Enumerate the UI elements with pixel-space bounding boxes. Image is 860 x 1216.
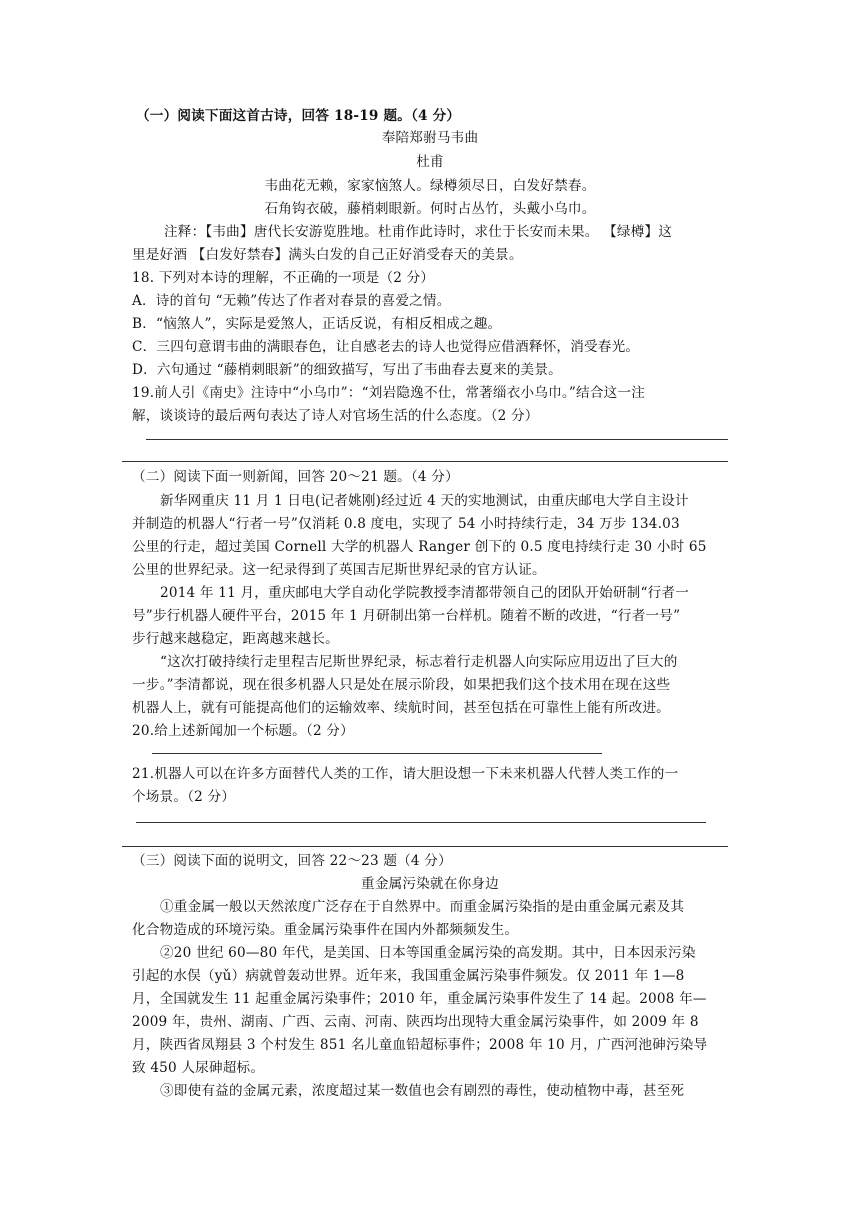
q21-line: 21.机器人可以在许多方面替代人类的工作，请大胆设想一下未来机器人代替人类工作的一 [132,766,679,782]
q20-stem: 20.给上述新闻加一个标题。（2 分） [132,723,354,739]
news-line: 公里的行走，超过美国 Cornell 大学的机器人 Ranger 创下的 0.5 度电持续行走 30 小时 65 [132,539,707,555]
q19-line: 解，谈谈诗的最后两句表达了诗人对官场生活的什么态度。（2 分） [132,408,539,424]
article-line: ②20 世纪 60—80 年代，是美国、日本等国重金属污染的高发期。其中，日本因汞污染 [160,945,696,961]
section2-heading: （二）阅读下面一则新闻，回答 20～21 题。（4 分） [132,469,459,485]
news-line: 2014 年 11 月，重庆邮电大学自动化学院教授李清都带领自己的团队开始研制“行者一 [160,585,689,601]
news-line: “这次打破持续行走里程吉尼斯世界纪录，标志着行走机器人向实际应用迈出了巨大的 [160,654,678,670]
article-title: 重金属污染就在你身边 [361,876,499,892]
article-line: 2009 年，贵州、湖南、广西、云南、河南、陕西均出现特大重金属污染事件，如 2009 年 8 [132,1014,699,1030]
article-line: ③即使有益的金属元素，浓度超过某一数值也会有剧烈的毒性，使动植物中毒，甚至死 [160,1083,685,1099]
section1-heading: （一）阅读下面这首古诗，回答 18-19 题。（4 分） [136,108,461,124]
poem-title: 奉陪郑驸马韦曲 [381,130,479,146]
note-line: 注释：【韦曲】唐代长安游览胜地。杜甫作此诗时，求仕于长安而未果。 【绿樽】这 [164,224,673,240]
article-line: ①重金属一般以天然浓度广泛存在于自然界中。而重金属污染指的是由重金属元素及其 [160,899,685,915]
section3-heading: （三）阅读下面的说明文，回答 22～23 题（4 分） [132,853,452,869]
article-line: 月，陕西省凤翔县 3 个村发生 851 名儿童血铅超标事件；2008 年 10 月，广西河池砷污染导 [132,1037,708,1053]
q18-stem: 18. 下列对本诗的理解，不正确的一项是（2 分） [132,270,435,286]
q18-option-c: C．三四句意谓韦曲的满眼春色，让自感老去的诗人也觉得应借酒释怀，消受春光。 [132,339,640,355]
article-line: 月，全国就发生 11 起重金属污染事件；2010 年，重金属污染事件发生了 14 起。2008 年— [132,991,707,1007]
q18-option-d: D．六句通过 “藤梢刺眼新”的细致描写，写出了韦曲春去夏来的美景。 [132,362,562,378]
answer-line [136,822,706,823]
note-line: 里是好酒 【白发好禁春】满头白发的自己正好消受春天的美景。 [132,247,523,263]
q19-line: 19.前人引《南史》注诗中“小乌巾”：“刘岩隐逸不仕，常著缁衣小乌巾。”结合这一注 [132,385,646,401]
news-line: 公里的世界纪录。这一纪录得到了英国吉尼斯世界纪录的官方认证。 [132,562,546,578]
news-line: 新华网重庆 11 月 1 日电(记者姚刚)经过近 4 天的实地测试，由重庆邮电大学自主设计 [160,493,689,509]
news-line: 步行越来越稳定，距离越来越长。 [132,631,339,647]
section-divider [122,461,728,462]
news-line: 并制造的机器人“行者一号”仅消耗 0.8 度电，实现了 54 小时持续行走，34 万步 134.03 [132,516,680,532]
answer-line [146,439,728,440]
news-line: 机器人上，就有可能提高他们的运输效率、续航时间，甚至包括在可靠性上能有所改进。 [132,700,670,716]
news-line: 号”步行机器人硬件平台，2015 年 1 月研制出第一台样机。随着不断的改进，“行者一号” [132,608,681,624]
article-line: 化合物造成的环境污染。重金属污染事件在国内外都频频发生。 [132,922,519,938]
poem-line: 韦曲花无赖，家家恼煞人。绿樽须尽日，白发好禁春。 [264,178,596,194]
q18-option-b: B．“恼煞人”，实际是爱煞人，正话反说，有相反相成之趣。 [132,316,502,332]
news-line: 一步。”李清都说，现在很多机器人只是处在展示阶段，如果把我们这个技术用在现在这些 [132,677,671,693]
poem-line: 石角钩衣破，藤梢刺眼新。何时占丛竹，头戴小乌巾。 [264,201,596,217]
poem-author: 杜甫 [416,154,444,170]
q18-option-a: A．诗的首句 “无赖”传达了作者对春景的喜爱之情。 [132,293,451,309]
section-divider [122,846,728,847]
answer-line [152,753,602,754]
article-line: 引起的水俣（yǔ）病就曾轰动世界。近年来，我国重金属污染事件频发。仅 2011 年 1—8 [132,968,685,984]
article-line: 致 450 人尿砷超标。 [132,1060,265,1076]
q21-line: 个场景。（2 分） [132,789,236,805]
